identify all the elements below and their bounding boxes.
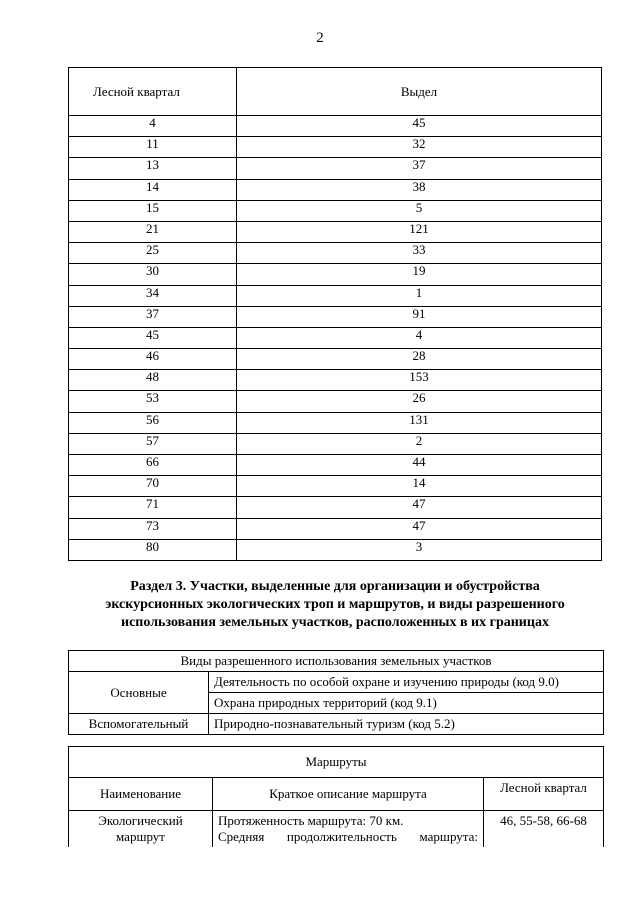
quarter-cell: 80	[69, 539, 237, 560]
allotment-cell: 37	[237, 158, 602, 179]
quarter-cell: 11	[69, 137, 237, 158]
allotment-cell: 45	[237, 116, 602, 137]
section-title-line: использования земельных участков, расположенных в их границах	[121, 615, 549, 630]
quarter-cell: 53	[69, 391, 237, 412]
page-number: 2	[316, 30, 324, 46]
section-title-line: экскурсионных экологических троп и маршрутов, и виды разрешенного	[105, 597, 565, 612]
routes-title: Маршруты	[69, 747, 604, 778]
allotment-cell: 1	[237, 285, 602, 306]
route-description-line: Средняя продолжительность маршрута:	[218, 829, 478, 844]
allotment-cell: 4	[237, 327, 602, 348]
section-title-line: Раздел 3. Участки, выделенные для организации и обустройства	[130, 579, 540, 594]
table-row	[69, 158, 602, 179]
allotment-cell: 32	[237, 137, 602, 158]
quarter-cell: 66	[69, 455, 237, 476]
quarters-table-body	[69, 116, 602, 561]
quarter-cell: 4	[69, 116, 237, 137]
table-row	[69, 455, 602, 476]
quarter-cell: 46	[69, 349, 237, 370]
allotment-cell: 19	[237, 264, 602, 285]
header-description: Краткое описание маршрута	[213, 778, 484, 811]
allotment-cell: 14	[237, 476, 602, 497]
quarter-cell: 34	[69, 285, 237, 306]
allotment-cell: 38	[237, 179, 602, 200]
route-description-line: Протяженность маршрута: 70 км.	[218, 813, 404, 828]
table-row	[69, 327, 602, 348]
quarter-cell: 57	[69, 433, 237, 454]
route-description	[213, 811, 484, 848]
table-row	[69, 518, 602, 539]
quarter-cell: 21	[69, 221, 237, 242]
usage-table	[68, 650, 604, 735]
quarter-cell: 13	[69, 158, 237, 179]
quarter-cell: 45	[69, 327, 237, 348]
quarter-cell: 70	[69, 476, 237, 497]
allotment-cell: 44	[237, 455, 602, 476]
route-name: Экологический маршрут	[69, 811, 213, 848]
quarter-cell: 48	[69, 370, 237, 391]
allotment-cell: 91	[237, 306, 602, 327]
allotment-cell: 47	[237, 497, 602, 518]
table-row	[69, 116, 602, 137]
table-row	[69, 264, 602, 285]
usage-table-header: Виды разрешенного использования земельных участков	[69, 651, 604, 672]
table-row	[69, 243, 602, 264]
quarter-cell: 56	[69, 412, 237, 433]
table-row	[69, 221, 602, 242]
table-row	[69, 285, 602, 306]
table-row	[69, 137, 602, 158]
table-row	[69, 433, 602, 454]
table-row	[69, 651, 604, 672]
table-row	[69, 747, 604, 778]
main-usage-item: Деятельность по особой охране и изучению природы (код 9.0)	[209, 672, 604, 693]
route-quarters: 46, 55-58, 66-68	[484, 811, 604, 848]
main-usage-label: Основные	[69, 672, 209, 714]
quarter-cell: 71	[69, 497, 237, 518]
allotment-cell: 121	[237, 221, 602, 242]
quarter-cell: 30	[69, 264, 237, 285]
quarter-cell: 14	[69, 179, 237, 200]
allotment-cell: 26	[237, 391, 602, 412]
table-row	[69, 672, 604, 693]
quarter-cell: 25	[69, 243, 237, 264]
aux-usage-item: Природно-познавательный туризм (код 5.2)	[209, 714, 604, 735]
table-row	[69, 200, 602, 221]
table-row	[69, 349, 602, 370]
routes-table	[68, 746, 604, 847]
table-row	[69, 412, 602, 433]
allotment-cell: 131	[237, 412, 602, 433]
allotment-cell: 33	[237, 243, 602, 264]
quarter-cell: 37	[69, 306, 237, 327]
allotment-cell: 153	[237, 370, 602, 391]
allotment-cell: 3	[237, 539, 602, 560]
quarter-cell: 73	[69, 518, 237, 539]
table-row	[69, 306, 602, 327]
allotment-cell: 47	[237, 518, 602, 539]
allotment-cell: 28	[237, 349, 602, 370]
table-header-row	[69, 778, 604, 811]
aux-usage-label: Вспомогательный	[69, 714, 209, 735]
quarter-cell: 15	[69, 200, 237, 221]
table-row	[69, 539, 602, 560]
table-row	[69, 497, 602, 518]
table-row	[69, 179, 602, 200]
table-row	[69, 476, 602, 497]
table-header-row	[69, 68, 602, 116]
table-row	[69, 370, 602, 391]
allotment-cell: 5	[237, 200, 602, 221]
quarters-table	[68, 67, 602, 561]
table-row	[69, 811, 604, 848]
header-quarter: Лесной квартал	[484, 778, 604, 811]
header-quarter: Лесной квартал	[69, 68, 237, 116]
header-name: Наименование	[69, 778, 213, 811]
header-allotment: Выдел	[237, 68, 602, 116]
section-title	[68, 578, 602, 632]
allotment-cell: 2	[237, 433, 602, 454]
table-row	[69, 391, 602, 412]
table-row	[69, 714, 604, 735]
main-usage-item: Охрана природных территорий (код 9.1)	[209, 693, 604, 714]
